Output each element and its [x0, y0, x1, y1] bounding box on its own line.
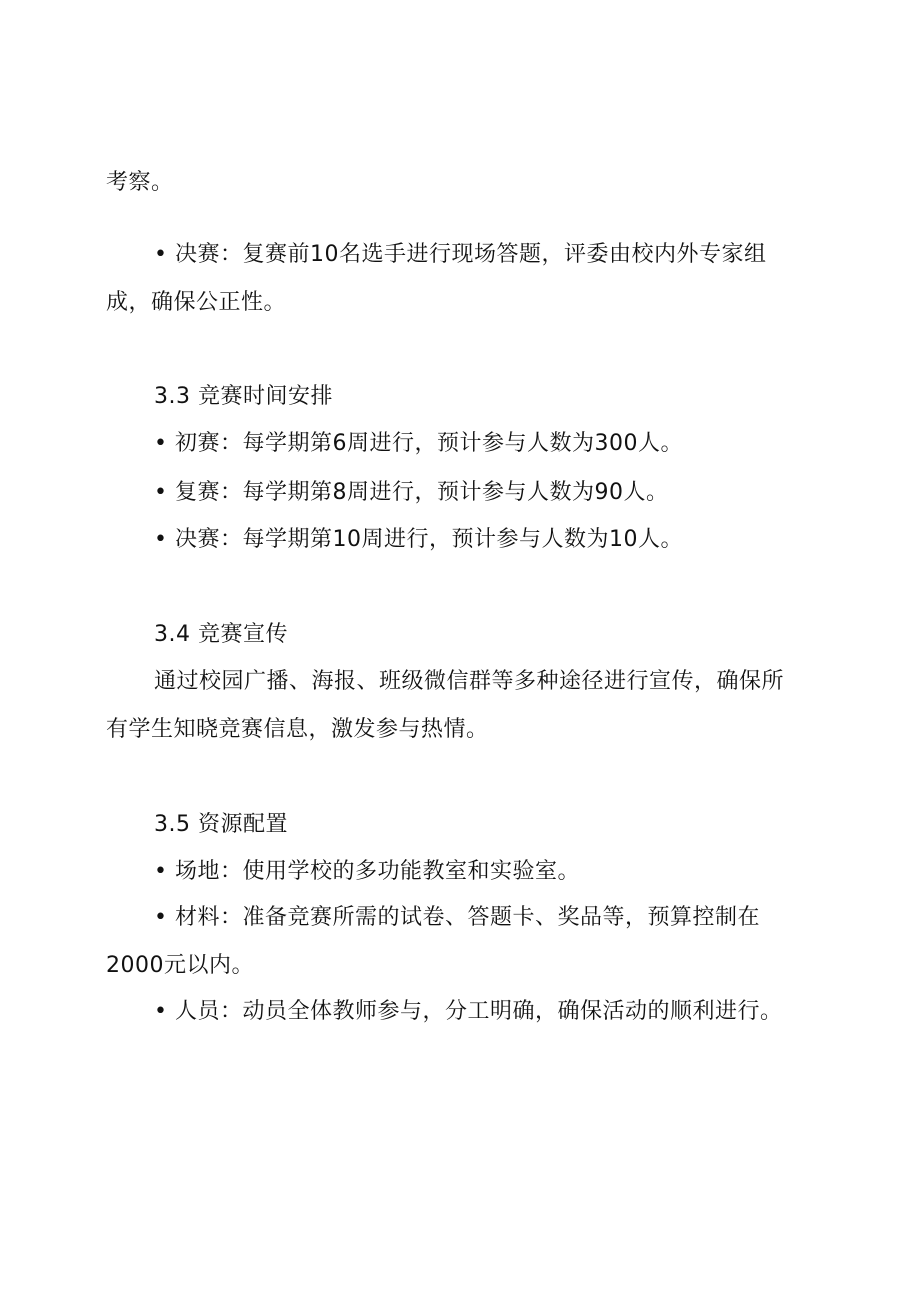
section-heading-3-4: 3.4 竞赛宣传 — [154, 622, 288, 647]
continued-text: 考察。 — [106, 170, 174, 195]
schedule-item-final: • 决赛：每学期第10周进行，预计参与人数为10人。 — [154, 527, 683, 552]
section-heading-3-5: 3.5 资源配置 — [154, 812, 288, 837]
resource-item-materials-continuation: 2000元以内。 — [106, 953, 254, 978]
publicity-paragraph-line2: 有学生知晓竞赛信息，激发参与热情。 — [106, 717, 489, 742]
resource-item-materials: • 材料：准备竞赛所需的试卷、答题卡、奖品等，预算控制在 — [154, 905, 760, 930]
resource-item-personnel: • 人员：动员全体教师参与，分工明确，确保活动的顺利进行。 — [154, 999, 783, 1024]
publicity-paragraph-line1: 通过校园广播、海报、班级微信群等多种途径进行宣传，确保所 — [154, 669, 785, 694]
schedule-item-preliminary: • 初赛：每学期第6周进行，预计参与人数为300人。 — [154, 431, 683, 456]
final-round-bullet: • 决赛：复赛前10名选手进行现场答题，评委由校内外专家组 — [154, 242, 767, 267]
final-round-continuation: 成，确保公正性。 — [106, 290, 287, 315]
resource-item-venue: • 场地：使用学校的多功能教室和实验室。 — [154, 859, 580, 884]
schedule-item-semifinal: • 复赛：每学期第8周进行，预计参与人数为90人。 — [154, 480, 669, 505]
section-heading-3-3: 3.3 竞赛时间安排 — [154, 384, 333, 409]
